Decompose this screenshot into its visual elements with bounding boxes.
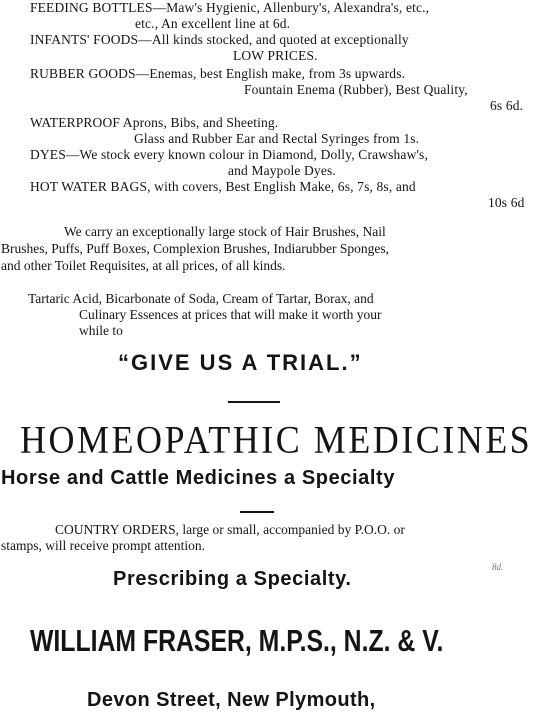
divider-rule-short [240,511,274,513]
give-us-a-trial-slogan: “GIVE US A TRIAL.” [118,350,363,375]
culinary-line-2: Culinary Essences at prices that will make it worth your [79,307,382,322]
country-orders-line-1: COUNTRY ORDERS, large or small, accompanied by P.O.O. or [55,522,405,537]
infants-foods-line: INFANTS' FOODS—All kinds stocked, and quoted at exceptionally [30,32,409,47]
culinary-line-3: while to [79,323,123,338]
hot-water-bags-price: 10s 6d [488,195,525,210]
proprietor-name: WILLIAM FRASER, M.P.S., N.Z. & V. [30,623,444,658]
syringes-line: Glass and Rubber Ear and Rectal Syringes from 1s. [134,131,420,146]
rubber-goods-line: RUBBER GOODS—Enemas, best English make, from 3s upwards. [30,66,406,81]
rubber-goods-fountain-enema: Fountain Enema (Rubber), Best Quality, [244,82,468,97]
hot-water-bags-line: HOT WATER BAGS, with covers, Best English Make, 6s, 7s, 8s, and [30,179,416,194]
margin-mark: 8d. [492,562,504,572]
feeding-bottles-price: etc., An excellent line at 6d. [135,16,291,31]
shop-address: Devon Street, New Plymouth, [87,689,376,711]
feeding-bottles-line: FEEDING BOTTLES—Maw's Hygienic, Allenbury's, Alexandra's, etc., [30,0,430,15]
horse-cattle-subheading: Horse and Cattle Medicines a Specialty [1,467,396,489]
prescribing-specialty: Prescribing a Specialty. [113,568,352,590]
toilet-requisites-line-3: and other Toilet Requisites, at all prices, of all kinds. [1,258,286,273]
culinary-line-1: Tartaric Acid, Bicarbonate of Soda, Cream of Tartar, Borax, and [28,291,374,306]
divider-rule [228,401,280,403]
homeopathic-heading: HOMEOPATHIC MEDICINES [20,418,533,462]
dyes-maypole: and Maypole Dyes. [228,163,336,178]
rubber-goods-price: 6s 6d. [490,98,524,113]
country-orders-line-2: stamps, will receive prompt attention. [1,538,205,553]
waterproof-line: WATERPROOF Aprons, Bibs, and Sheeting. [30,115,279,130]
dyes-line: DYES—We stock every known colour in Diamond, Dolly, Crawshaw's, [30,147,428,162]
infants-foods-low-prices: LOW PRICES. [233,48,318,63]
toilet-requisites-line-2: Brushes, Puffs, Puff Boxes, Complexion Brushes, Indiarubber Sponges, [1,241,389,256]
toilet-requisites-line-1: We carry an exceptionally large stock of Hair Brushes, Nail [64,224,386,239]
